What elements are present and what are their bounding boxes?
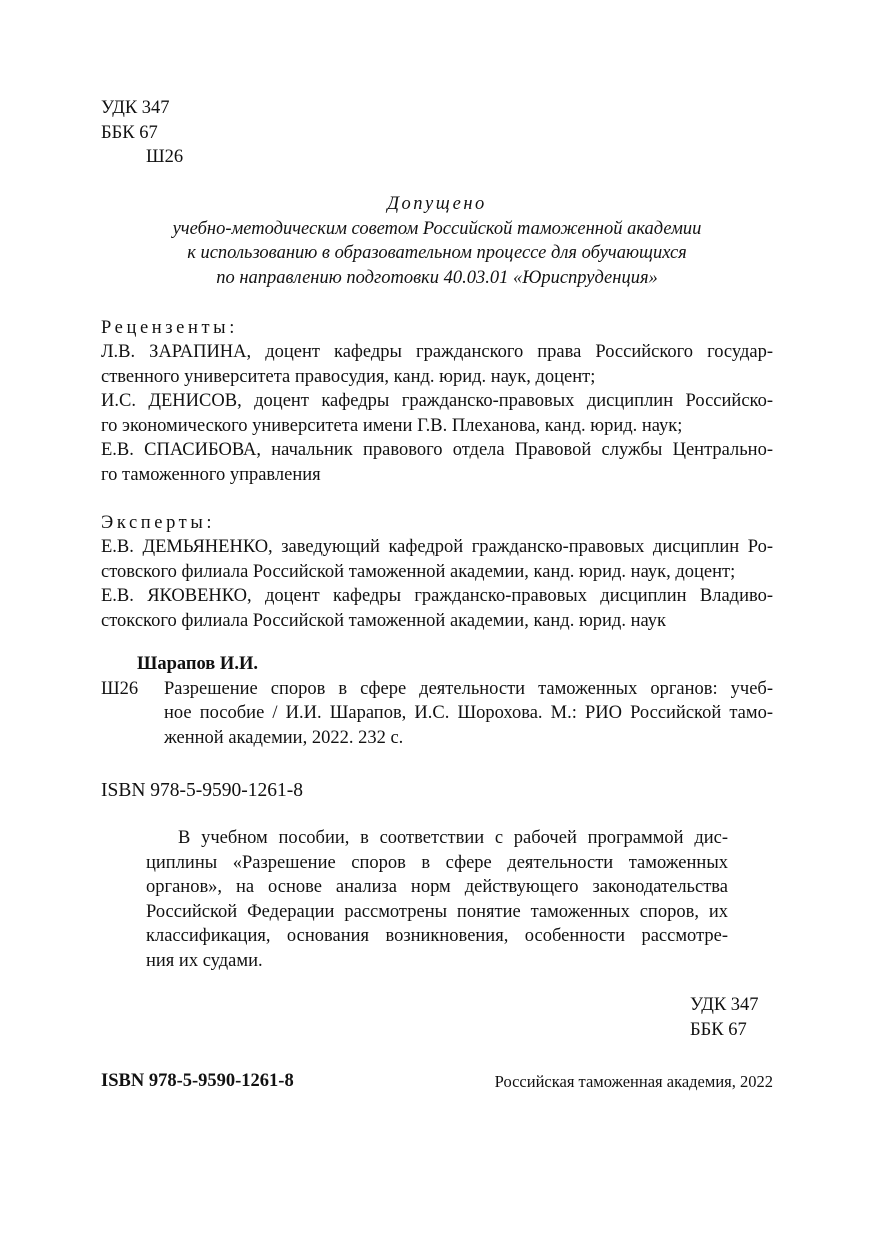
expert-line: стовского филиала Российской таможенной академии, канд. юрид. наук, доцент; <box>101 561 736 582</box>
reviewers-section <box>101 316 773 487</box>
abstract-line: В учебном пособии, в соответствии с рабочей программой дис- <box>178 828 728 848</box>
abstract-line: органов», на основе анализа норм действующего законодательства <box>146 877 728 897</box>
approval-line: к использованию в образовательном процессе для обучающихся <box>187 243 687 263</box>
reviewer-line: Л.В. ЗАРАПИНА, доцент кафедры гражданского права Российского государ- <box>101 342 773 362</box>
approval-line: по направлению подготовки 40.03.01 «Юриспруденция» <box>216 267 658 288</box>
reviewer-line: ственного университета правосудия, канд. юрид. наук, доцент; <box>101 366 596 387</box>
reviewer-line: го таможенного управления <box>101 464 321 485</box>
author-mark: Ш26 <box>146 147 184 167</box>
footer-isbn: ISBN 978-5-9590-1261-8 <box>101 1071 294 1091</box>
reviewer-line: И.С. ДЕНИСОВ, доцент кафедры гражданско-правовых дисциплин Российско- <box>101 391 773 411</box>
abstract-line: классификация, основания возникновения, особенности рассмотре- <box>146 926 728 946</box>
bottom-classification-codes <box>690 993 759 1042</box>
experts-section <box>101 511 773 633</box>
isbn: ISBN 978-5-9590-1261-8 <box>101 780 304 801</box>
bibliographic-description <box>101 652 773 750</box>
approval-block <box>101 192 773 290</box>
bbk-code: ББК 67 <box>101 122 158 143</box>
reviewers-heading: Рецензенты: <box>101 318 238 338</box>
classification-codes <box>101 96 183 170</box>
reviewer-line: го экономического университета имени Г.В. Плеханова, канд. юрид. наук; <box>101 415 683 436</box>
abstract-line: ния их судами. <box>146 950 263 971</box>
abstract-line: циплины «Разрешение споров в сфере деятельности таможенных <box>146 852 728 873</box>
experts-heading: Эксперты: <box>101 513 216 533</box>
udk-code: УДК 347 <box>101 98 170 118</box>
expert-line: Е.В. ЯКОВЕНКО, доцент кафедры гражданско-правовых дисциплин Владиво- <box>101 586 773 606</box>
reviewer-line: Е.В. СПАСИБОВА, начальник правового отдела Правовой службы Центрально- <box>101 440 773 460</box>
expert-line: стокского филиала Российской таможенной академии, канд. юрид. наук <box>101 610 666 631</box>
biblio-line: женной академии, 2022. 232 с. <box>164 727 404 748</box>
udk-code-bottom: УДК 347 <box>690 995 759 1015</box>
author-name: Шарапов И.И. <box>137 654 258 674</box>
bbk-code-bottom: ББК 67 <box>690 1019 747 1040</box>
abstract-line: Российской Федерации рассмотрены понятие таможенных споров, их <box>146 901 728 922</box>
footer-copyright: Российская таможенная академия, 2022 <box>494 1072 773 1091</box>
biblio-code: Ш26 <box>101 678 139 699</box>
expert-line: Е.В. ДЕМЬЯНЕНКО, заведующий кафедрой гражданско-правовых дисциплин Ро- <box>101 537 773 557</box>
biblio-line: ное пособие / И.И. Шарапов, И.С. Шорохова. М.: РИО Российской тамо- <box>164 703 773 723</box>
approval-line: учебно-методическим советом Российской таможенной академии <box>172 218 702 239</box>
abstract <box>146 826 728 973</box>
approval-heading: Допущено <box>387 194 487 214</box>
biblio-line: Разрешение споров в сфере деятельности таможенных органов: учеб- <box>164 678 773 699</box>
